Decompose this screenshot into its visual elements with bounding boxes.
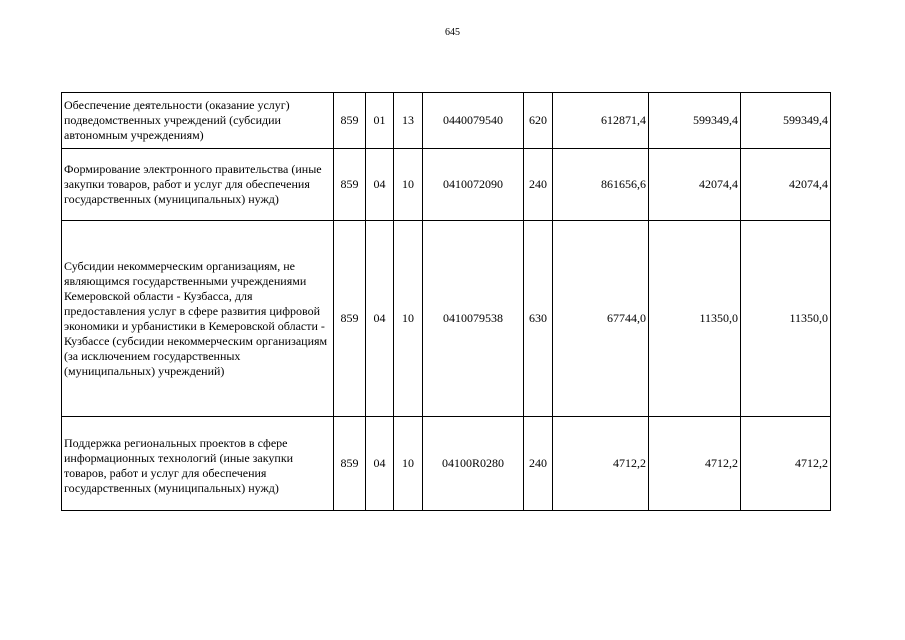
amount-1: 67744,0 xyxy=(553,221,649,417)
amount-3: 11350,0 xyxy=(741,221,831,417)
expense-name: Обеспечение деятельности (оказание услуг) подведомственных учреждений (субсидии автономным учреждениям) xyxy=(62,93,334,149)
expense-name: Формирование электронного правительства (иные закупки товаров, работ и услуг для обеспечения государственных (муниципальных) нужд) xyxy=(62,149,334,221)
amount-2: 599349,4 xyxy=(649,93,741,149)
budget-table xyxy=(61,92,831,511)
target-article-code: 0410079538 xyxy=(423,221,524,417)
subsection-code: 10 xyxy=(394,221,423,417)
section-code: 04 xyxy=(366,149,394,221)
ministry-code: 859 xyxy=(334,221,366,417)
target-article-code: 0440079540 xyxy=(423,93,524,149)
expense-name: Субсидии некоммерческим организациям, не являющимся государственными учреждениями Кемеровской области - Кузбасса, для предоставления услуг в сфере развития цифровой экономики и урбанистики в Кемеровской области - Кузбассе (субсидии некоммерческим организациям (за исключением государственных (муниципальных) учреждений) xyxy=(62,221,334,417)
section-code: 04 xyxy=(366,417,394,511)
table-row xyxy=(62,417,831,511)
amount-1: 4712,2 xyxy=(553,417,649,511)
subsection-code: 13 xyxy=(394,93,423,149)
amount-3: 42074,4 xyxy=(741,149,831,221)
ministry-code: 859 xyxy=(334,149,366,221)
target-article-code: 04100R0280 xyxy=(423,417,524,511)
subsection-code: 10 xyxy=(394,149,423,221)
amount-3: 599349,4 xyxy=(741,93,831,149)
section-code: 01 xyxy=(366,93,394,149)
expense-type-code: 630 xyxy=(524,221,553,417)
subsection-code: 10 xyxy=(394,417,423,511)
section-code: 04 xyxy=(366,221,394,417)
amount-1: 612871,4 xyxy=(553,93,649,149)
table-row xyxy=(62,149,831,221)
amount-1: 861656,6 xyxy=(553,149,649,221)
ministry-code: 859 xyxy=(334,417,366,511)
amount-2: 42074,4 xyxy=(649,149,741,221)
table-row xyxy=(62,221,831,417)
expense-type-code: 240 xyxy=(524,417,553,511)
amount-2: 11350,0 xyxy=(649,221,741,417)
amount-3: 4712,2 xyxy=(741,417,831,511)
ministry-code: 859 xyxy=(334,93,366,149)
expense-type-code: 620 xyxy=(524,93,553,149)
page-number: 645 xyxy=(445,27,460,38)
amount-2: 4712,2 xyxy=(649,417,741,511)
target-article-code: 0410072090 xyxy=(423,149,524,221)
expense-name: Поддержка региональных проектов в сфере информационных технологий (иные закупки товаров, работ и услуг для обеспечения государственных (муниципальных) нужд) xyxy=(62,417,334,511)
table-row xyxy=(62,93,831,149)
expense-type-code: 240 xyxy=(524,149,553,221)
